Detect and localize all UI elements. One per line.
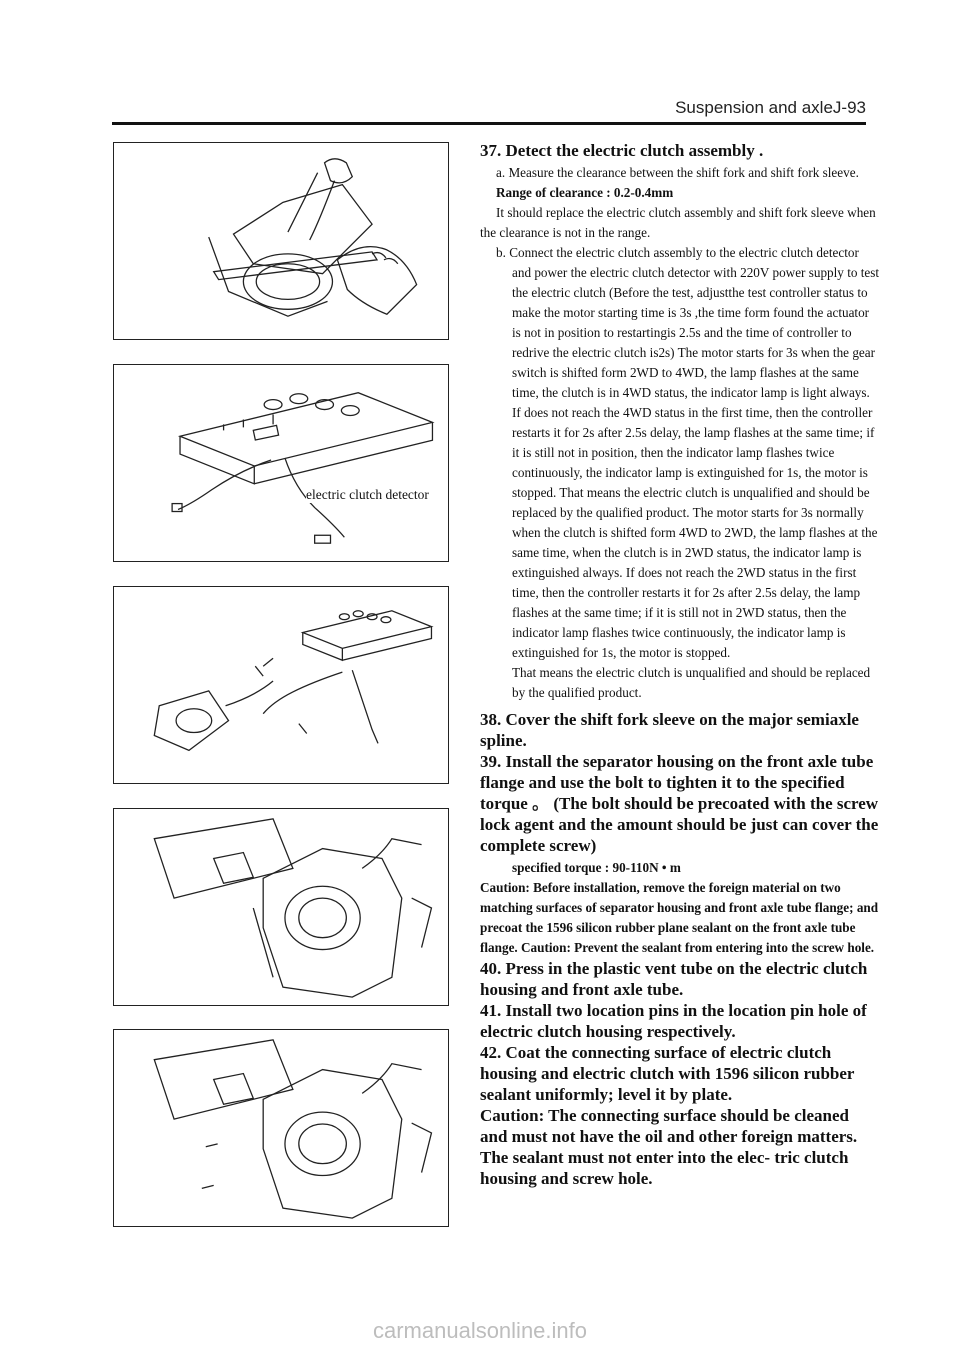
caution-separator: Caution: Before installation, remove the foreign material on two matching surfaces of separator housing and front axle tube flange; and precoat the 1596 silicon rubber plane sealant on the front axle tube flange. Caution: Prevent the sealant from entering into the screw hole. (480, 880, 879, 955)
step-40: 40. Press in the plastic vent tube on the electric clutch housing and front axle tube. (480, 959, 868, 999)
step-37-title: 37. Detect the electric clutch assembly . (480, 141, 764, 160)
step-37-conclusion: That means the electric clutch is unqualified and should be replaced by the qualified product. (512, 665, 871, 700)
figure-separator-housing (113, 808, 449, 1006)
figure-location-pins (113, 1029, 449, 1227)
step-39: 39. Install the separator housing on the front axle tube flange and use the bolt to tighten it to the specified torque 。 (The bolt should be precoated with the screw lock agent and the amount should be just can cover the complete screw) (480, 752, 879, 855)
step-42: 42. Coat the connecting surface of electric clutch housing and electric clutch with 1596 silicon rubber sealant uniformly; level it by plate. (480, 1043, 855, 1104)
step-37-b: b. Connect the electric clutch assembly to the electric clutch detector and power the electric clutch detector with 220V power supply to test the electric clutch (Before the test, adjustthe test controller status to make the motor starting time is 3s ,the time form found the actuator is not in position to restartingis 2.5s and the time of controller to redrive the electric clutch is2s) The motor starts for 3s when the gear switch is shifted form 2WD to 4WD, the lamp flashes at the same time, the clutch is in 4WD status, the indicator lamp is light always. If does not reach the 4WD status in the first time, then the controller restarts it for 2s after 2.5s delay, the lamp flashes at the same time; if it is still not in position, then the indicator lamp flashes twice continuously, the indicator lamp is extinguished for 1s, the motor is stopped. That means the electric clutch is unqualified and should be replaced by the qualified product. The motor starts for 3s normally when the clutch is shifted form 4WD to 2WD, the lamp flashes at the same time, when the clutch is in 2WD status, the indicator lamp is extinguished always. If does not reach the 2WD status in the first time, then the controller restarts it for 2s after 2.5s delay, the lamp flashes at the same time; if it is still not in 2WD status, then the indicator lamp flashes twice continuously, the indicator lamp is extinguished for 1s, the motor is stopped. (496, 245, 880, 660)
caution-sealant: Caution: The connecting surface should be cleaned and must not have the oil and other foreign matters. The sealant must not enter into the elec- tric clutch housing and screw hole. (480, 1106, 858, 1188)
figure-detector-connection (113, 586, 449, 784)
step-41: 41. Install two location pins in the location pin hole of electric clutch housing respectively. (480, 1001, 867, 1041)
step-37-replace: It should replace the electric clutch assembly and shift fork sleeve when the clearance is not in the range. (480, 205, 876, 240)
step-37-range: Range of clearance : 0.2-0.4mm (496, 185, 674, 200)
instructions-column (480, 140, 880, 1189)
page-header (112, 96, 866, 125)
torque-spec: specified torque : 90-110N • m (512, 860, 681, 875)
page-header-title: Suspension and axleJ-93 (675, 98, 866, 117)
figure-label-detector: electric clutch detector (306, 487, 429, 502)
step-37-a: a. Measure the clearance between the shift fork and shift fork sleeve. (496, 165, 859, 180)
figure-clearance-measurement (113, 142, 449, 340)
figure-electric-clutch-detector (113, 364, 449, 562)
watermark: carmanualsonline.info (372, 1318, 588, 1343)
step-38: 38. Cover the shift fork sleeve on the major semiaxle spline. (480, 710, 859, 750)
